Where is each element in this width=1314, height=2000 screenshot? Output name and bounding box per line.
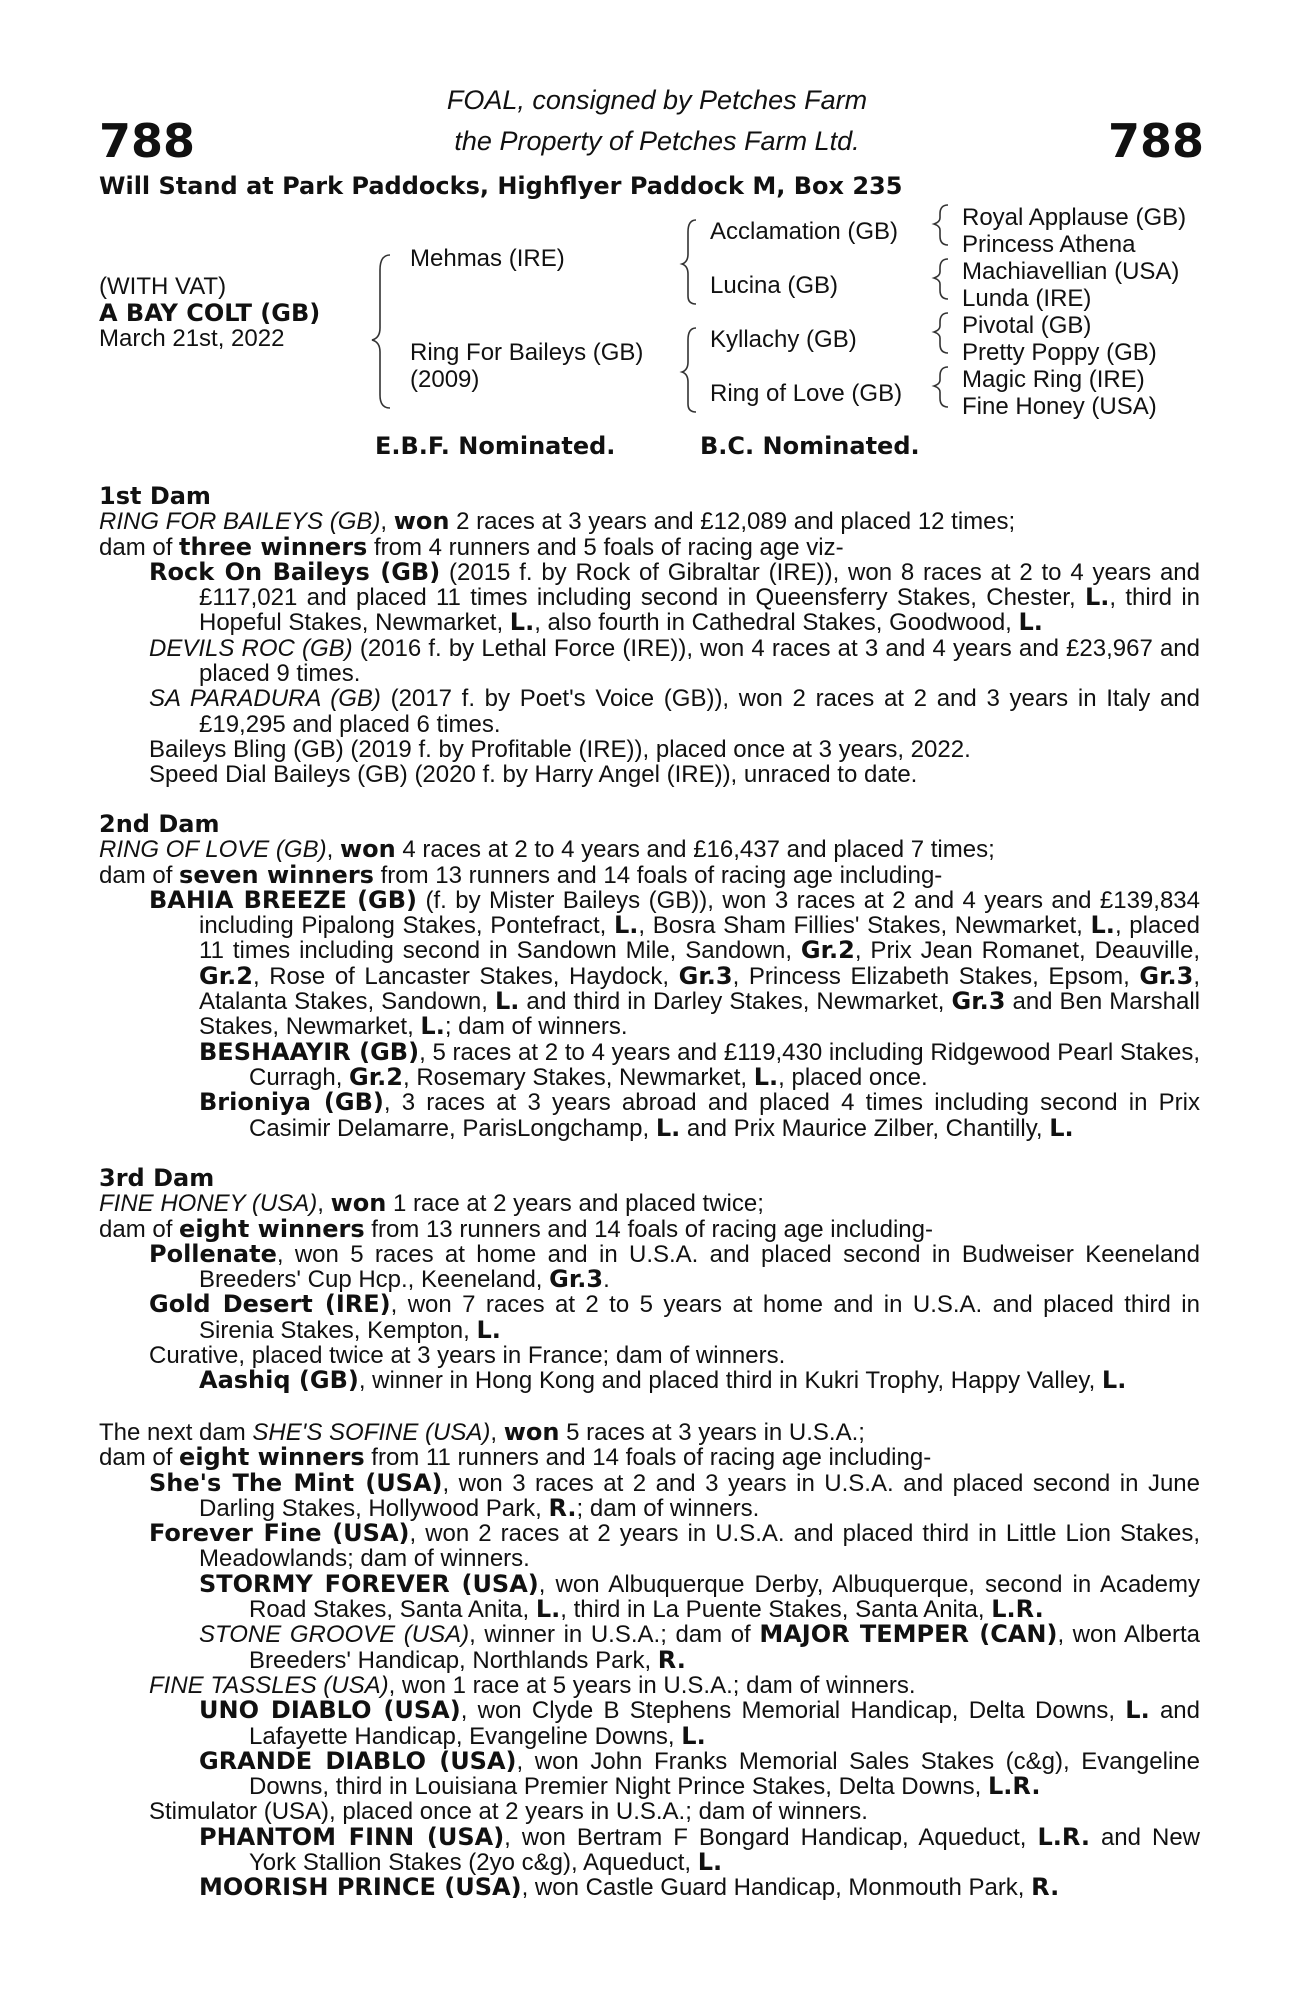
next-dam-section bbox=[99, 1420, 1200, 1901]
list-item: FINE TASSLES (USA), won 1 race at 5 years in U.S.A.; dam of winners. bbox=[149, 1671, 916, 1699]
pedigree-dam: Ring For Baileys (GB) bbox=[410, 339, 644, 366]
dam-produce-summary: dam of seven winners from 13 runners and 14 foals of racing age including- bbox=[99, 860, 943, 889]
pedigree-dds: Magic Ring (IRE) bbox=[962, 366, 1145, 393]
pedigree-dam-year: (2009) bbox=[410, 366, 480, 393]
pedigree-dam-sire: Kyllachy (GB) bbox=[710, 326, 857, 353]
list-item: SA PARADURA (GB) (2017 f. by Poet's Voice (GB)), won 2 races at 2 and 3 years in Italy and £19,295 and placed 6 times. bbox=[149, 685, 1200, 738]
list-item: DEVILS ROC (GB) (2016 f. by Lethal Force (IRE)), won 4 races at 3 and 4 years and £23,967 and placed 9 times. bbox=[149, 634, 1201, 688]
list-item: Speed Dial Baileys (GB) (2020 f. by Harry Angel (IRE)), unraced to date. bbox=[149, 761, 918, 789]
pedigree-sss: Royal Applause (GB) bbox=[962, 204, 1187, 231]
list-item: BAHIA BREEZE (GB) (f. by Mister Baileys (GB)), won 3 races at 2 and 4 years and £139,834 including Pipalong Stakes, Pontefract, L., Bosra Sham Fillies' Stakes, Newmarket, L., placed 11 times including second in Sandown Mile, Sandown, Gr.2, Prix Jean Romanet, Deauville, Gr.2, Rose of Lancaster Stakes, Haydock, Gr.3, Princess Elizabeth Stakes, Epsom, Gr.3, Atalanta Stakes, Sandown, L. and third in Darley Stakes, Newmarket, Gr.3 and Ben Marshall Stakes, Newmarket, L.; dam of winners. bbox=[149, 885, 1201, 1041]
consignor-line: FOAL, consigned by Petches Farm bbox=[446, 85, 868, 115]
produce-sublist bbox=[99, 1037, 1201, 1142]
stand-location: Will Stand at Park Paddocks, Highflyer Paddock M, Box 235 bbox=[99, 172, 903, 200]
dam-produce-summary: dam of eight winners from 11 runners and 14 foals of racing age including- bbox=[99, 1443, 932, 1472]
produce-list bbox=[99, 1799, 1200, 1824]
list-item: Gold Desert (IRE), won 7 races at 2 to 5 years at home and in U.S.A. and placed third in Sirenia Stakes, Kempton, L. bbox=[149, 1290, 1200, 1344]
list-item: STORMY FOREVER (USA), won Albuquerque Derby, Albuquerque, second in Academy Road Stakes, Santa Anita, L., third in La Puente Stakes, Santa Anita, L.R. bbox=[199, 1569, 1201, 1624]
pedigree-dsd: Pretty Poppy (GB) bbox=[962, 339, 1157, 366]
ebf-nomination: E.B.F. Nominated. bbox=[375, 432, 616, 460]
horse-name: A BAY COLT (GB) bbox=[99, 299, 321, 327]
pedigree-ssd: Princess Athena bbox=[962, 231, 1136, 258]
third-dam-section bbox=[99, 1166, 1200, 1394]
section-heading: 1st Dam bbox=[99, 482, 211, 510]
list-item: Curative, placed twice at 3 years in France; dam of winners. bbox=[149, 1342, 786, 1370]
list-item: STONE GROOVE (USA), winner in U.S.A.; dam of MAJOR TEMPER (CAN), won Alberta Breeders' Handicap, Northlands Park, R. bbox=[199, 1620, 1201, 1674]
produce-list bbox=[99, 1239, 1200, 1370]
list-item: GRANDE DIABLO (USA), won John Franks Memorial Sales Stakes (c&g), Evangeline Downs, third in Louisiana Premier Night Prince Stakes, Delta Downs, L.R. bbox=[199, 1746, 1200, 1801]
horse-dob: March 21st, 2022 bbox=[99, 325, 285, 352]
pedigree-dss: Pivotal (GB) bbox=[962, 312, 1092, 339]
vat-note: (WITH VAT) bbox=[99, 273, 227, 300]
dam-record: FINE HONEY (USA), won 1 race at 2 years and placed twice; bbox=[99, 1189, 764, 1218]
lot-number-right: 788 bbox=[1107, 114, 1204, 168]
section-heading: 2nd Dam bbox=[99, 810, 220, 838]
list-item: PHANTOM FINN (USA), won Bertram F Bongard Handicap, Aqueduct, L.R. and New York Stallion Stakes (2yo c&g), Aqueduct, L. bbox=[199, 1822, 1201, 1877]
produce-list bbox=[99, 557, 1201, 789]
produce-list bbox=[99, 885, 1201, 1041]
list-item: Pollenate, won 5 races at home and in U.S.A. and placed second in Budweiser Keeneland Breeders' Cup Hcp., Keeneland, Gr.3. bbox=[149, 1239, 1200, 1294]
pedigree-sdd: Lunda (IRE) bbox=[962, 285, 1092, 312]
pedigree-sds: Machiavellian (USA) bbox=[962, 258, 1180, 285]
property-line: the Property of Petches Farm Ltd. bbox=[454, 126, 860, 156]
bc-nomination: B.C. Nominated. bbox=[700, 432, 920, 460]
list-item: Aashiq (GB), winner in Hong Kong and placed third in Kukri Trophy, Happy Valley, L. bbox=[199, 1366, 1127, 1395]
list-item: UNO DIABLO (USA), won Clyde B Stephens Memorial Handicap, Delta Downs, L. and Lafayette Handicap, Evangeline Downs, L. bbox=[199, 1696, 1200, 1750]
produce-list bbox=[99, 1673, 1200, 1698]
dam-record: The next dam SHE'S SOFINE (USA), won 5 races at 3 years in U.S.A.; bbox=[99, 1418, 865, 1446]
produce-sublist bbox=[99, 1569, 1201, 1674]
list-item: Rock On Baileys (GB) (2015 f. by Rock of Gibraltar (IRE)), won 8 races at 2 to 4 years and £117,021 and placed 11 times including second in Queensferry Stakes, Chester, L., third in Hopeful Stakes, Newmarket, L., also fourth in Cathedral Stakes, Goodwood, L. bbox=[149, 557, 1200, 637]
list-item: She's The Mint (USA), won 3 races at 2 and 3 years in U.S.A. and placed second in June Darling Stakes, Hollywood Park, R.; dam of winners. bbox=[149, 1468, 1200, 1522]
dam-record: RING OF LOVE (GB), won 4 races at 2 to 4 years and £16,437 and placed 7 times; bbox=[99, 835, 995, 864]
first-dam-section bbox=[99, 484, 1200, 788]
produce-sublist bbox=[99, 1822, 1201, 1902]
dam-produce-summary: dam of eight winners from 13 runners and 14 foals of racing age including- bbox=[99, 1214, 933, 1243]
pedigree-sire: Mehmas (IRE) bbox=[410, 245, 565, 272]
pedigree-ddd: Fine Honey (USA) bbox=[962, 393, 1157, 420]
produce-list bbox=[99, 1468, 1201, 1573]
pedigree-sire-sire: Acclamation (GB) bbox=[710, 218, 899, 245]
list-item: MOORISH PRINCE (USA), won Castle Guard Handicap, Monmouth Park, R. bbox=[199, 1873, 1060, 1902]
section-heading: 3rd Dam bbox=[99, 1164, 215, 1192]
lot-number-left: 788 bbox=[99, 114, 196, 168]
list-item: BESHAAYIR (GB), 5 races at 2 to 4 years and £119,430 including Ridgewood Pearl Stakes, Curragh, Gr.2, Rosemary Stakes, Newmarket, L., placed once. bbox=[199, 1037, 1201, 1091]
dam-record: RING FOR BAILEYS (GB), won 2 races at 3 years and £12,089 and placed 12 times; bbox=[99, 507, 1016, 536]
pedigree-sire-dam: Lucina (GB) bbox=[710, 272, 839, 299]
pedigree-dam-dam: Ring of Love (GB) bbox=[710, 380, 903, 407]
produce-sublist bbox=[99, 1698, 1200, 1799]
second-dam-section bbox=[99, 812, 1200, 1141]
produce-sublist bbox=[99, 1368, 1200, 1393]
list-item: Brioniya (GB), 3 races at 3 years abroad and placed 4 times including second in Prix Casimir Delamarre, ParisLongchamp, L. and Prix Maurice Zilber, Chantilly, L. bbox=[199, 1088, 1200, 1142]
list-item: Stimulator (USA), placed once at 2 years in U.S.A.; dam of winners. bbox=[149, 1798, 868, 1826]
dam-produce-summary: dam of three winners from 4 runners and 5 foals of racing age viz- bbox=[99, 532, 844, 561]
list-item: Baileys Bling (GB) (2019 f. by Profitable (IRE)), placed once at 3 years, 2022. bbox=[149, 735, 971, 763]
list-item: Forever Fine (USA), won 2 races at 2 years in U.S.A. and placed third in Little Lion Stakes, Meadowlands; dam of winners. bbox=[149, 1519, 1201, 1573]
